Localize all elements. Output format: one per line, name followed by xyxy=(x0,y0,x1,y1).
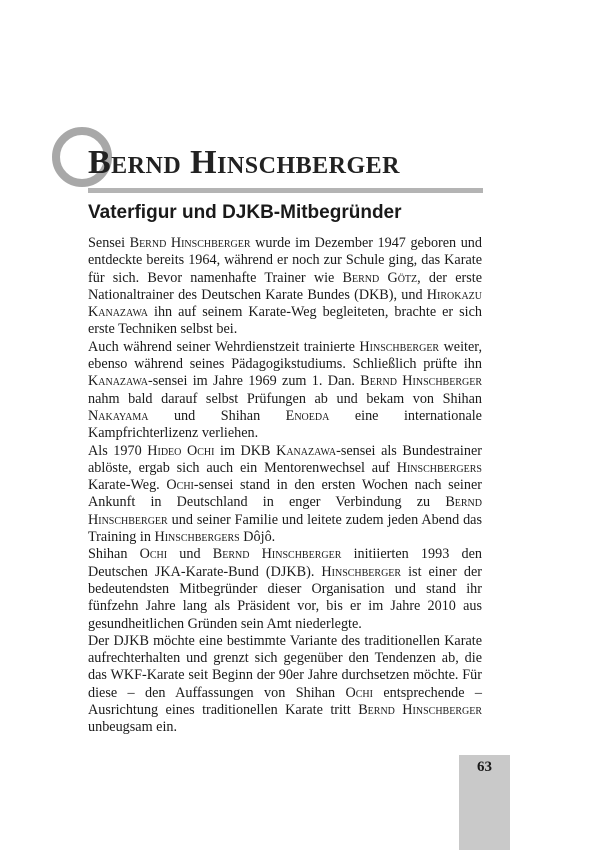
body-paragraph xyxy=(88,546,482,632)
text-run: Der DJKB möchte eine bestimmte Variante des traditionellen Karate aufrechterhalten und grenzt sich gegenüber den Tendenzen ab, die das WKF-Karate seit Beginn der 90er Jahre durchsetzen möchte. Für diese – den Auffassungen von Shihan xyxy=(88,632,482,701)
text-run: , der erste Nationaltrainer des Deutschen Karate Bundes (DKB), und xyxy=(88,269,483,303)
chapter-title: Bernd Hinschberger xyxy=(88,144,401,181)
body-paragraph xyxy=(88,633,482,737)
title-underline-rule xyxy=(88,188,483,193)
person-name: Ochi xyxy=(345,684,373,701)
text-run: nahm bald darauf selbst Prüfungen ab und bekam von Shihan xyxy=(88,390,482,407)
text-run: ihn auf seinem Karate-Weg begleiteten, brachte er sich erste Techniken selbst bei. xyxy=(88,304,482,338)
person-name: Nakayama xyxy=(88,407,149,424)
person-name: Ochi xyxy=(166,477,194,494)
text-run: entsprechende – Ausrichtung eines traditionellen Karate tritt xyxy=(88,684,482,719)
text-run: Karate-Weg. xyxy=(88,477,167,494)
text-run: und seiner Familie und leitete zudem jeden Abend das Training in xyxy=(88,511,482,546)
text-run: -sensei im Jahre 1969 zum 1. Dan. xyxy=(148,373,361,390)
person-name: Bernd Hinschberger xyxy=(360,373,482,390)
person-name: Bernd Hinschberger xyxy=(212,546,342,563)
person-name: Kanazawa xyxy=(88,373,148,390)
person-name: Hideo Ochi xyxy=(147,442,215,459)
page-number-tab xyxy=(459,755,510,850)
text-run: eine internationale Kampfrichterlizenz verliehen. xyxy=(88,407,482,442)
text-run: im DKB xyxy=(214,442,277,459)
text-run: wurde im Dezember 1947 geboren und entdeckte bereits 1964, während er noch zur Schule ging, das Karate für sich. Bevor namenhafte Trainer wie xyxy=(88,235,482,286)
person-name: Hinschberger xyxy=(321,563,402,580)
chapter-subtitle: Vaterfigur und DJKB-Mitbegründer xyxy=(88,202,402,223)
person-name: Hirokazu Kanazawa xyxy=(88,286,482,321)
body-paragraph xyxy=(88,339,482,443)
text-run: Dôjô. xyxy=(239,529,276,546)
text-run: unbeugsam ein. xyxy=(88,719,178,736)
person-name: Kanazawa xyxy=(276,442,337,459)
person-name: Bernd Hinschberger xyxy=(88,494,482,528)
person-name: Hinschbergers xyxy=(396,459,482,476)
body-text xyxy=(88,235,482,737)
person-name: Bernd Hinschberger xyxy=(129,235,251,251)
person-name: Hinschbergers xyxy=(154,529,240,546)
text-run: Sensei xyxy=(88,235,130,251)
text-run: Als 1970 xyxy=(88,442,148,459)
text-run: Auch während seiner Wehrdienstzeit trainierte xyxy=(88,338,360,355)
text-run: -sensei als Bundestrainer ablöste, ergab sich auch ein Mentorenwechsel auf xyxy=(88,442,482,476)
text-run: ist einer der bedeutendsten Mitbegründer dieser Organisation und stand ihr fünfzehn Jahre lang als Präsident vor, bis er im Jahre 2010 aus gesundheitlichen Gründen sein Amt niederlegte. xyxy=(88,563,482,632)
person-name: Bernd Götz xyxy=(342,269,418,286)
body-paragraph xyxy=(88,443,482,547)
person-name: Bernd Hinschberger xyxy=(358,702,482,719)
text-run: weiter, ebenso während seines Pädagogikstudiums. Schließlich prüfte ihn xyxy=(88,338,482,373)
body-paragraph xyxy=(88,235,482,339)
person-name: Ochi xyxy=(139,546,168,563)
person-name: Hinschberger xyxy=(359,338,440,355)
text-run: Shihan xyxy=(88,546,140,563)
page-number: 63 xyxy=(477,759,492,775)
text-run: und Shihan xyxy=(148,407,286,424)
text-run: -sensei stand in den ersten Wochen nach seiner Ankunft in Deutschland in enger Verbindung zu xyxy=(88,477,482,511)
text-run: und xyxy=(167,546,213,563)
text-run: initiierten 1993 den Deutschen JKA-Karate-Bund (DJKB). xyxy=(88,546,482,580)
person-name: Enoeda xyxy=(285,407,330,424)
